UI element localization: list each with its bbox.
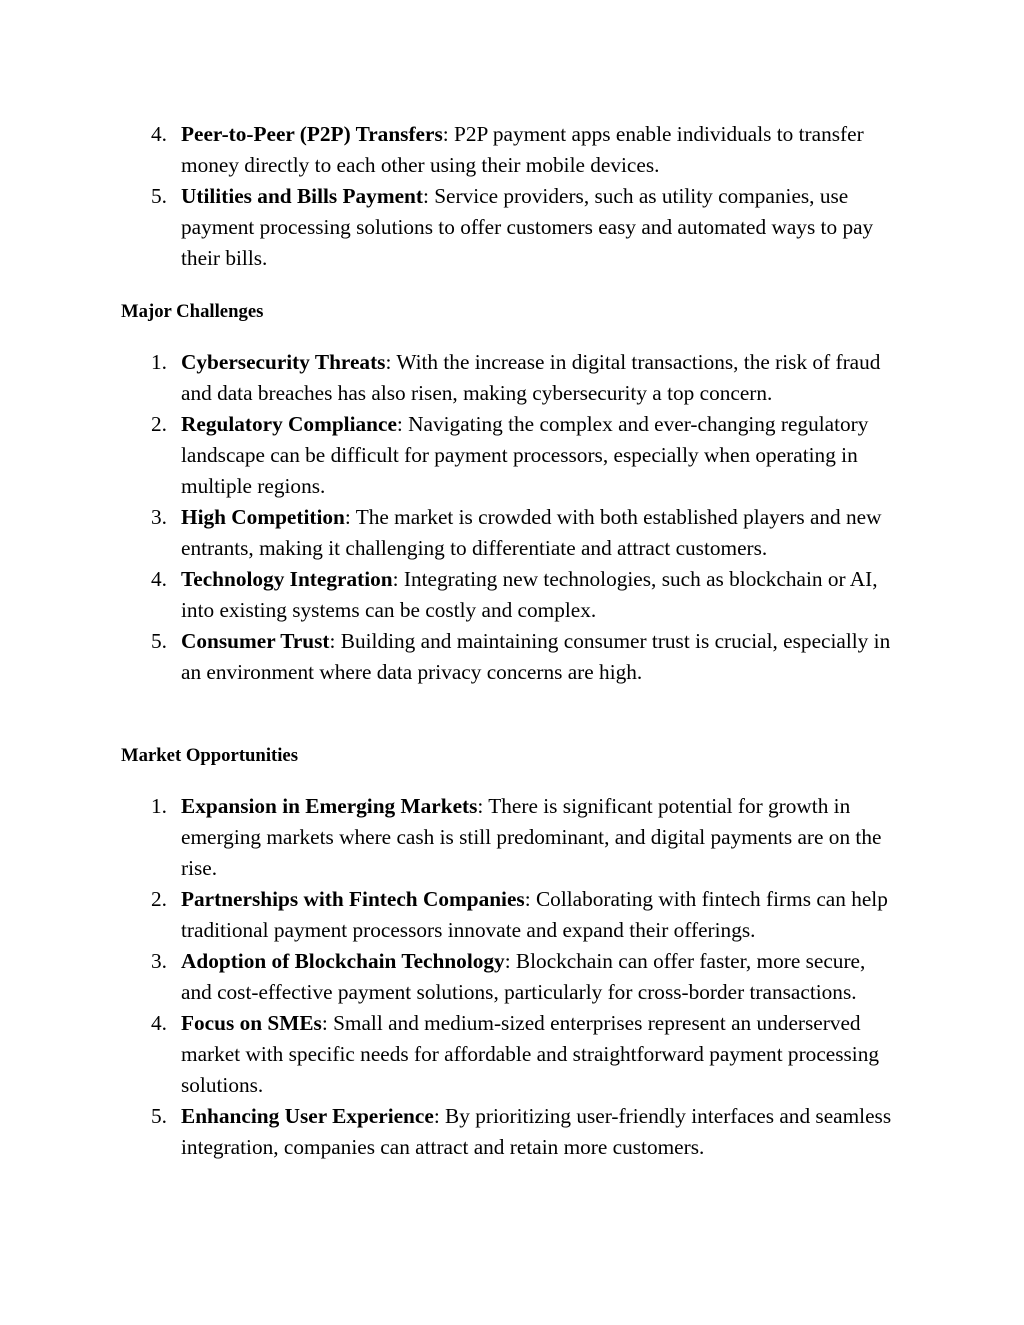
item-text: : Small and medium-sized enterprises represent an underserved market with specific needs for affordable and straightforward payment processing solutions. — [181, 1011, 880, 1097]
section-heading-challenges: Major Challenges — [121, 301, 264, 322]
list-number: 4. — [151, 1011, 167, 1035]
item-term: Adoption of Blockchain Technology — [181, 949, 505, 973]
item-term: Expansion in Emerging Markets — [181, 794, 478, 818]
list-item — [0, 791, 901, 884]
item-text: : The market is crowded with both established players and new entrants, making it challenging to differentiate and attract customers. — [181, 505, 882, 560]
item-term: Technology Integration — [181, 567, 393, 591]
list-number: 5. — [151, 184, 167, 208]
item-text: : Collaborating with fintech firms can help traditional payment processors innovate and expand their offerings. — [181, 887, 888, 942]
list-number: 5. — [151, 1104, 167, 1128]
list-number: 1. — [151, 350, 167, 374]
item-text: : Blockchain can offer faster, more secure, and cost-effective payment solutions, particularly for cross-border transactions. — [181, 949, 866, 1004]
item-term: Enhancing User Experience — [181, 1104, 434, 1128]
challenges-list — [0, 347, 1024, 688]
list-number: 3. — [151, 949, 167, 973]
list-number: 3. — [151, 505, 167, 529]
list-item — [0, 946, 901, 1008]
list-number: 2. — [151, 887, 167, 911]
list-item — [0, 409, 901, 502]
item-term: Focus on SMEs — [181, 1011, 322, 1035]
list-number: 1. — [151, 794, 167, 818]
section-heading-opportunities: Market Opportunities — [121, 745, 299, 766]
list-number: 5. — [151, 629, 167, 653]
list-item — [0, 564, 901, 626]
continued-list — [0, 119, 1024, 274]
item-text: : Building and maintaining consumer trust is crucial, especially in an environment where data privacy concerns are high. — [181, 629, 891, 684]
list-number: 4. — [151, 567, 167, 591]
item-term: High Competition — [181, 505, 345, 529]
item-term: Partnerships with Fintech Companies — [181, 887, 525, 911]
list-item — [0, 626, 901, 688]
item-term: Peer-to-Peer (P2P) Transfers — [181, 122, 443, 146]
item-text: : Service providers, such as utility companies, use payment processing solutions to offer customers easy and automated ways to pay their bills. — [181, 184, 874, 270]
item-text: : There is significant potential for growth in emerging markets where cash is still predominant, and digital payments are on the rise. — [181, 794, 882, 880]
list-item — [0, 1101, 901, 1163]
item-term: Utilities and Bills Payment — [181, 184, 423, 208]
list-item — [0, 502, 901, 564]
item-term: Regulatory Compliance — [181, 412, 397, 436]
list-item — [0, 1008, 901, 1101]
item-text: : By prioritizing user-friendly interfaces and seamless integration, companies can attract and retain more customers. — [181, 1104, 892, 1159]
item-text: : Integrating new technologies, such as blockchain or AI, into existing systems can be costly and complex. — [181, 567, 878, 622]
item-text: : With the increase in digital transactions, the risk of fraud and data breaches has also risen, making cybersecurity a top concern. — [181, 350, 881, 405]
list-number: 4. — [151, 122, 167, 146]
item-term: Consumer Trust — [181, 629, 330, 653]
list-item — [0, 181, 901, 274]
list-item — [0, 884, 901, 946]
item-term: Cybersecurity Threats — [181, 350, 386, 374]
list-item — [0, 347, 901, 409]
list-number: 2. — [151, 412, 167, 436]
list-item — [0, 119, 901, 181]
opportunities-list — [0, 791, 1024, 1163]
item-text: : P2P payment apps enable individuals to transfer money directly to each other using their mobile devices. — [181, 122, 864, 177]
item-text: : Navigating the complex and ever-changing regulatory landscape can be difficult for payment processors, especially when operating in multiple regions. — [181, 412, 869, 498]
